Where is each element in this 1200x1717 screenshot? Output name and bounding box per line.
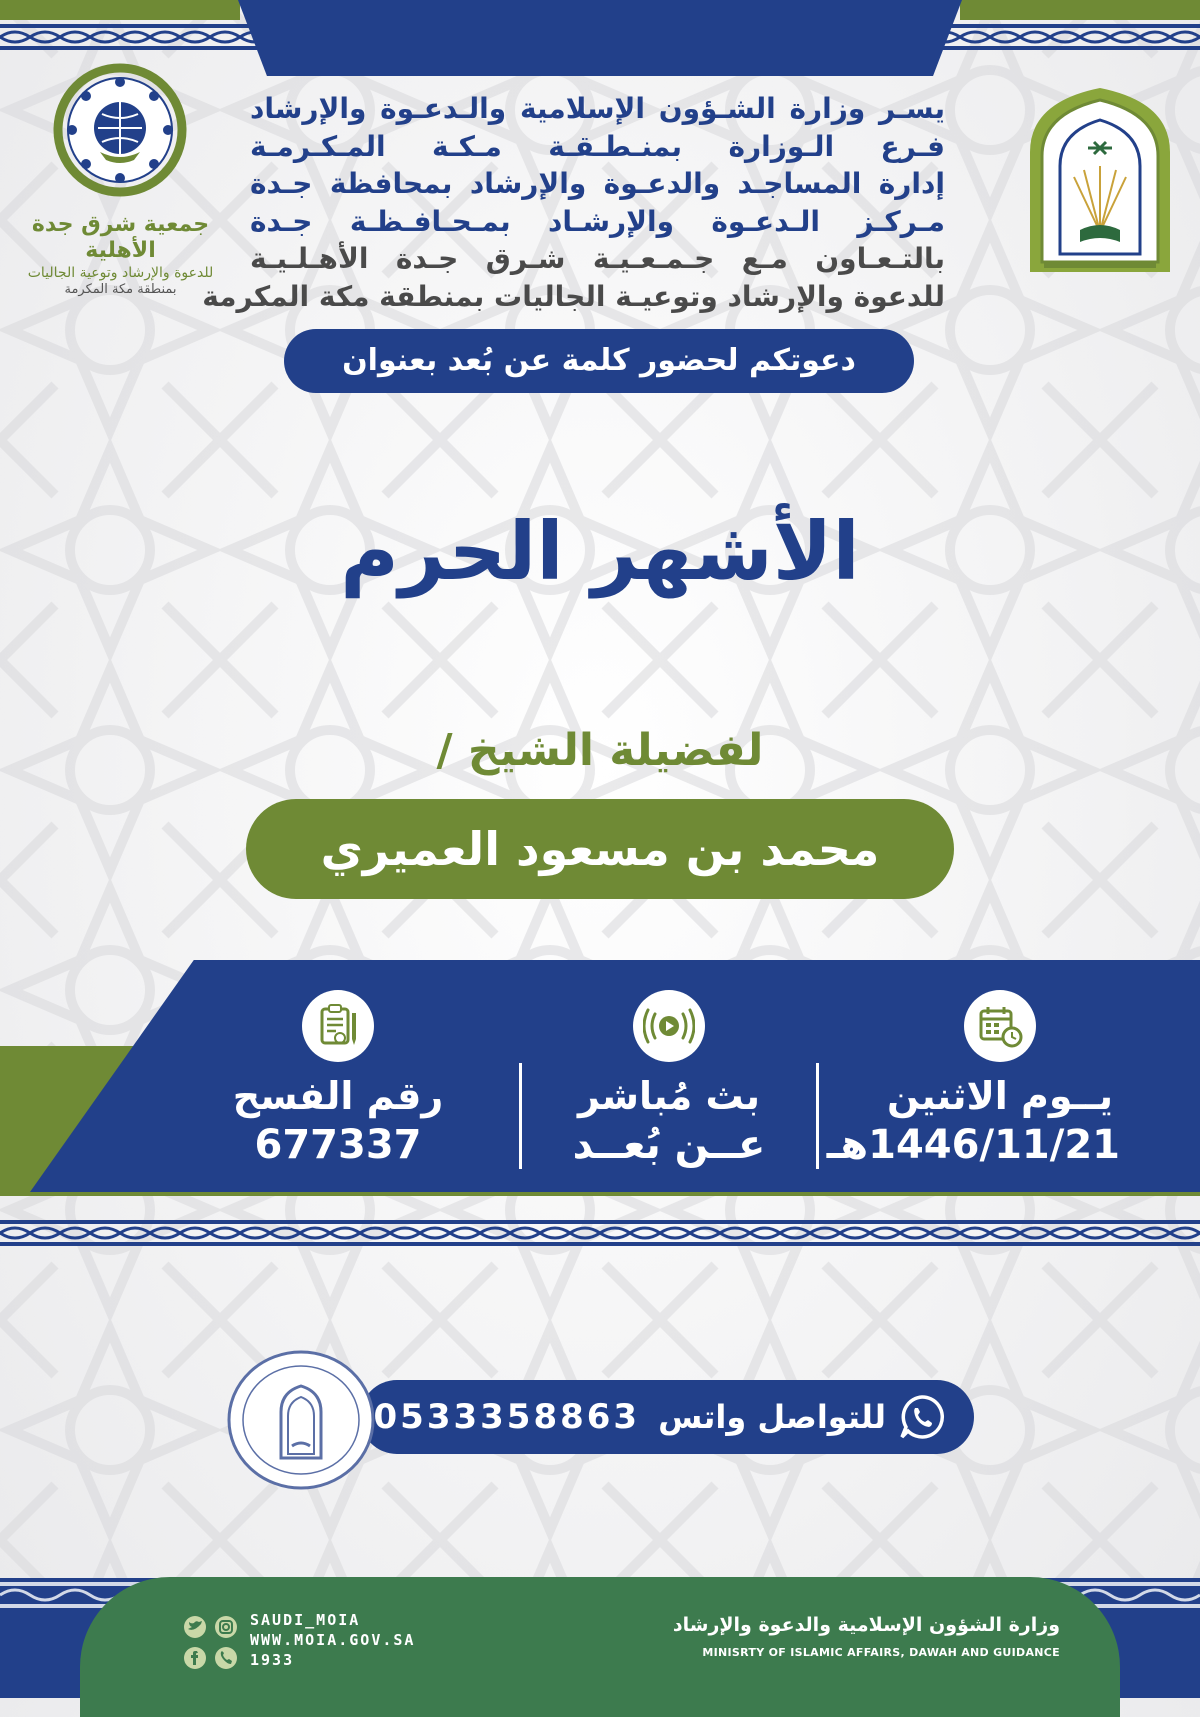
association-name: جمعية شرق جدة الأهلية <box>31 212 210 263</box>
association-region: بمنطقة مكة المكرمة <box>64 282 177 297</box>
date-day: يــوم الاثنين <box>887 1074 1113 1118</box>
invitation-pill: دعوتكم لحضور كلمة عن بُعد بعنوان <box>284 329 914 393</box>
header-line-1: يسـر وزارة الشـؤون الإسلامية والـدعـوة والإرشاد <box>250 92 945 125</box>
ministry-emblem-icon <box>1024 82 1176 277</box>
association-logo <box>18 62 223 297</box>
info-permit <box>218 990 458 1170</box>
contact-phone[interactable]: 0533358863 <box>373 1397 641 1437</box>
header-line-5: بالتـعـاون مـع جـمـعـيـة شـرق جـدة الأهـلـيـة <box>250 242 945 275</box>
top-blue-banner <box>238 0 962 76</box>
info-divider-2 <box>519 1063 522 1169</box>
footer-ministry-english: MINISRTY OF ISLAMIC AFFAIRS, DAWAH AND GUIDANCE <box>702 1646 1060 1659</box>
footer-ministry-arabic: وزارة الشؤون الإسلامية والدعوة والإرشاد <box>672 1614 1060 1636</box>
date-value: 1446/11/21هـ <box>826 1122 1120 1168</box>
info-divider-1 <box>816 1063 819 1169</box>
header-line-6: للدعوة والإرشاد وتوعيـة الجاليات بمنطقة مكة المكرمة <box>202 279 945 313</box>
phone-icon[interactable] <box>215 1647 237 1669</box>
footer-website[interactable]: WWW.MOIA.GOV.SA <box>250 1631 416 1649</box>
header-lines <box>202 90 945 315</box>
top-green-band-right <box>960 0 1200 20</box>
whatsapp-contact-pill[interactable] <box>360 1380 974 1454</box>
middle-braid-border <box>0 1218 1200 1248</box>
twitter-icon[interactable] <box>184 1616 206 1638</box>
mode-live: بث مُباشر <box>577 1074 761 1118</box>
sheikh-label: لفضيلة الشيخ / <box>436 725 764 776</box>
footer-phone[interactable]: 1933 <box>250 1651 295 1669</box>
mode-remote: عــن بُعــد <box>572 1122 766 1168</box>
info-date <box>826 990 1120 1170</box>
facebook-icon[interactable] <box>184 1647 206 1669</box>
footer-handle[interactable]: SAUDI_MOIA <box>250 1611 361 1629</box>
document-checklist-icon <box>302 990 374 1062</box>
calendar-clock-icon <box>964 990 1036 1062</box>
permit-number: 677337 <box>254 1122 422 1168</box>
official-stamp-icon <box>226 1350 376 1490</box>
info-mode <box>549 990 789 1170</box>
lecture-title: الأشهر الحرم <box>340 505 860 598</box>
header-line-4: مـركـز الـدعـوة والإرشـاد بمـحـافـظـة جـدة <box>250 204 945 238</box>
sheikh-name-pill: محمد بن مسعود العميري <box>246 799 954 899</box>
header-line-2: فـرع الـوزارة بمنـطـقـة مـكـة المـكـرمـة <box>250 129 945 163</box>
footer-social-links <box>250 1610 415 1670</box>
top-green-band-left <box>0 0 240 20</box>
whatsapp-icon <box>898 1393 946 1441</box>
header-line-3: إدارة المساجـد والدعـوة والإرشاد بمحافظة جـدة <box>250 167 945 200</box>
globe-emblem-icon <box>18 62 223 212</box>
permit-label: رقم الفسح <box>232 1074 444 1118</box>
instagram-icon[interactable] <box>215 1616 237 1638</box>
social-icons <box>182 1614 242 1672</box>
association-subtitle: للدعوة والإرشاد وتوعية الجاليات <box>27 265 214 281</box>
contact-label: للتواصل واتس <box>658 1398 886 1436</box>
live-broadcast-icon <box>633 990 705 1062</box>
